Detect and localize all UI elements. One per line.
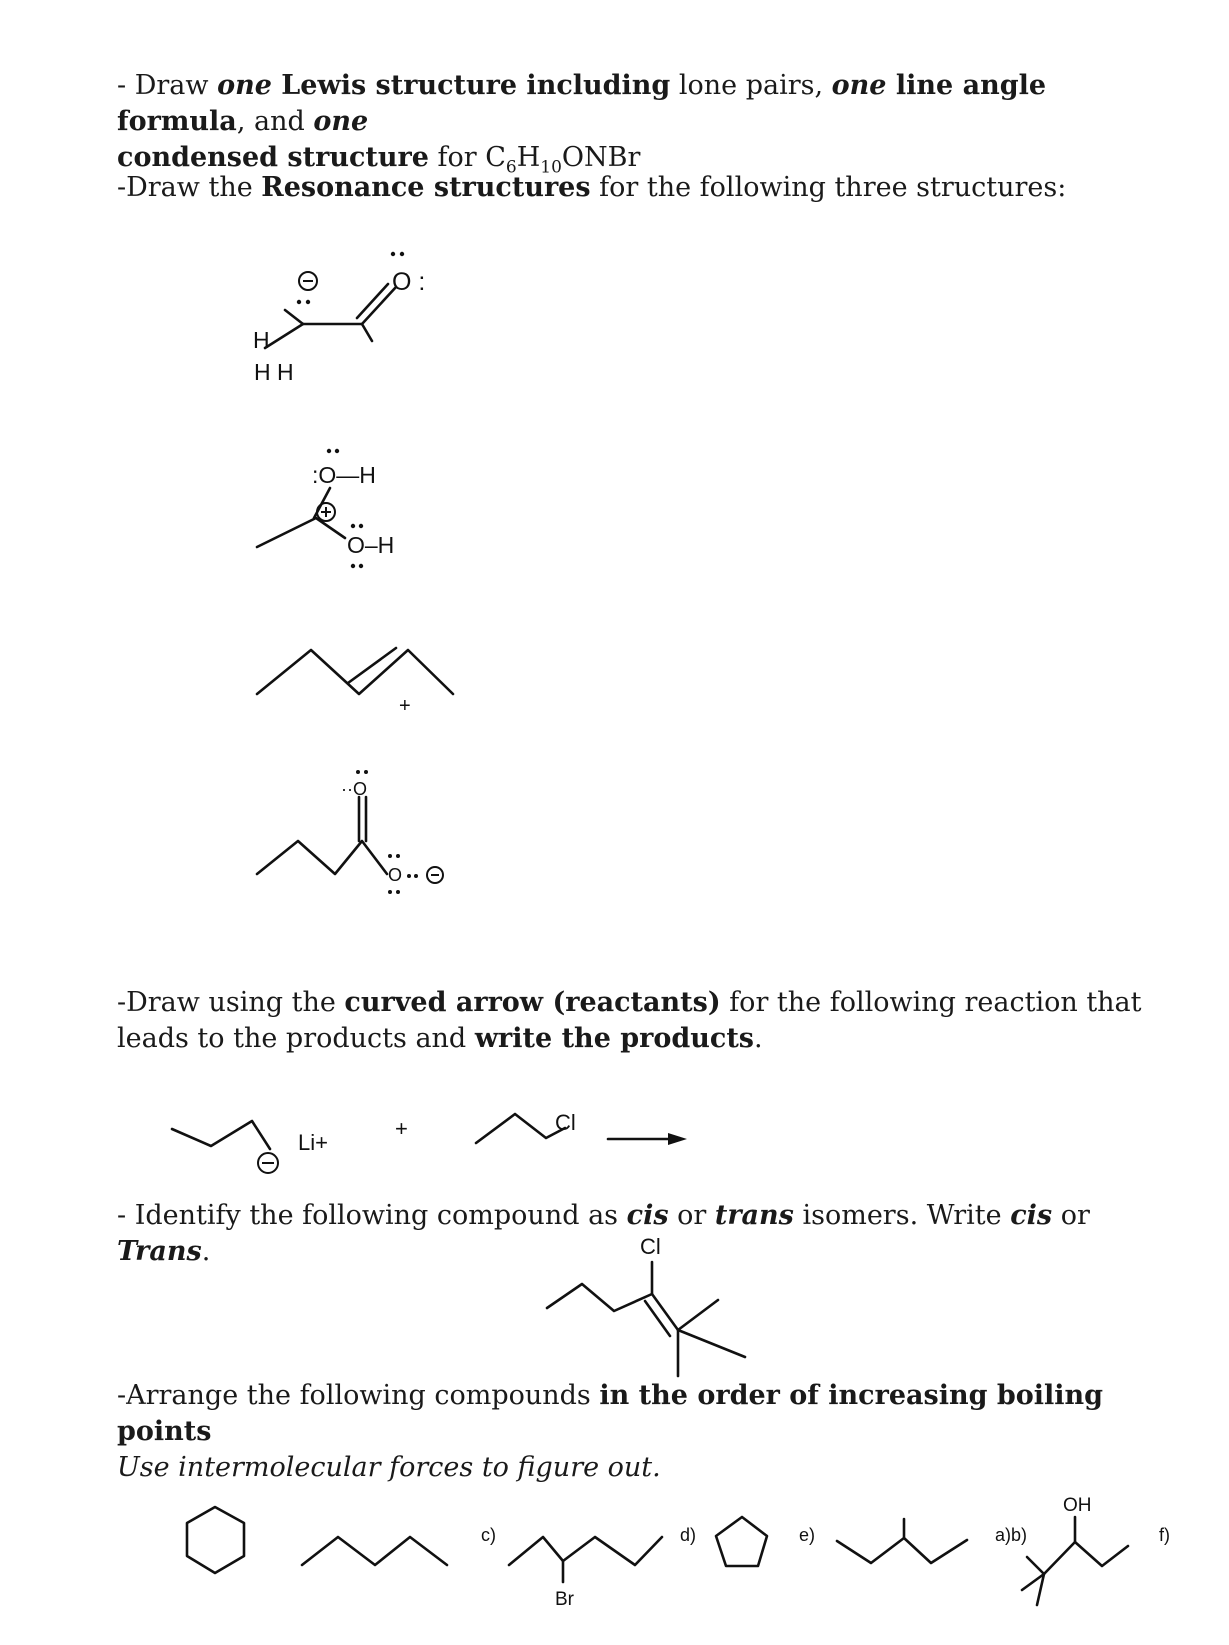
- compound-label-c: c): [481, 1525, 496, 1545]
- q1-emph-one: one: [217, 70, 272, 101]
- hydroxyl-label: OH: [1063, 1495, 1092, 1516]
- alcohol-structure: [1027, 1542, 1128, 1574]
- cyclopentane-structure: [716, 1517, 767, 1566]
- q1-emph-one: one: [831, 70, 887, 101]
- lithium-cation-label: Li+: [298, 1130, 328, 1155]
- compound-labels-ab: a)b): [995, 1525, 1028, 1545]
- q1-text: lone pairs,: [670, 70, 832, 101]
- hydrogen-label: H: [253, 327, 270, 353]
- reaction-arrow-icon: [668, 1133, 687, 1145]
- structure-2-protonated-acid: [257, 449, 394, 568]
- q3-bold-products: write the products: [474, 1023, 755, 1054]
- q1-text: for: [428, 142, 486, 173]
- cyclohexane-structure: [187, 1507, 244, 1573]
- q5-italic-hint: Use intermolecular forces to figure out.: [117, 1452, 661, 1483]
- cis-trans-compound: [547, 1234, 745, 1376]
- plus-sign: +: [395, 1116, 408, 1141]
- q1-bold-condensed: condensed structure: [117, 142, 429, 173]
- question-boiling-points: -Arrange the following compounds in the order of increasing boiling points Use intermolecular forces to figure out.: [117, 1380, 1104, 1483]
- structure-3-allylic-cation: [257, 648, 453, 717]
- chlorine-label: Cl: [555, 1110, 576, 1135]
- reaction-scheme: [172, 1110, 687, 1173]
- q1-bold-line-angle: line angle formula: [117, 70, 1047, 137]
- bromoalkane-structure: [509, 1537, 662, 1565]
- oxygen-label: O :: [392, 268, 426, 296]
- chlorine-label: Cl: [640, 1234, 661, 1259]
- positive-charge-label: +: [399, 695, 411, 717]
- question-resonance: -Draw the Resonance structures for the following three structures:: [117, 172, 1067, 203]
- bromine-label: Br: [555, 1589, 574, 1610]
- methylalkane-structure: [837, 1538, 967, 1563]
- question-cis-trans: - Identify the following compound as cis or trans isomers. Write cis or Trans.: [117, 1200, 1090, 1267]
- compound-label-e: e): [799, 1525, 816, 1545]
- q1-bold-lewis: Lewis structure including: [281, 70, 671, 101]
- compound-label-d: d): [680, 1525, 697, 1545]
- boiling-point-compounds: [187, 1495, 1170, 1610]
- compound-label-f: f): [1159, 1525, 1170, 1545]
- hydroxyl-label: :O—H: [312, 462, 376, 488]
- structure-1-enolate: [253, 252, 425, 385]
- q3-bold-curved-arrow: curved arrow (reactants): [344, 987, 721, 1018]
- q1-text: - Draw: [117, 70, 218, 101]
- structure-4-carboxylate: [257, 770, 443, 894]
- q1-emph-one: one: [313, 106, 369, 137]
- hydroxyl-label: O–H: [347, 532, 395, 558]
- hydrogen-labels: H H: [254, 359, 294, 385]
- q2-bold: Resonance structures: [261, 172, 591, 203]
- q1-text: , and: [236, 106, 314, 137]
- oxygen-label: ··O: [341, 779, 367, 799]
- oxygen-label: O: [388, 865, 403, 885]
- question-curved-arrow: -Draw using the curved arrow (reactants) for the following reaction that leads to the products and write the products.: [117, 987, 1142, 1054]
- pentane-structure: [302, 1537, 447, 1565]
- molecular-formula: $C_6H_{10}ONBr$: [485, 142, 641, 178]
